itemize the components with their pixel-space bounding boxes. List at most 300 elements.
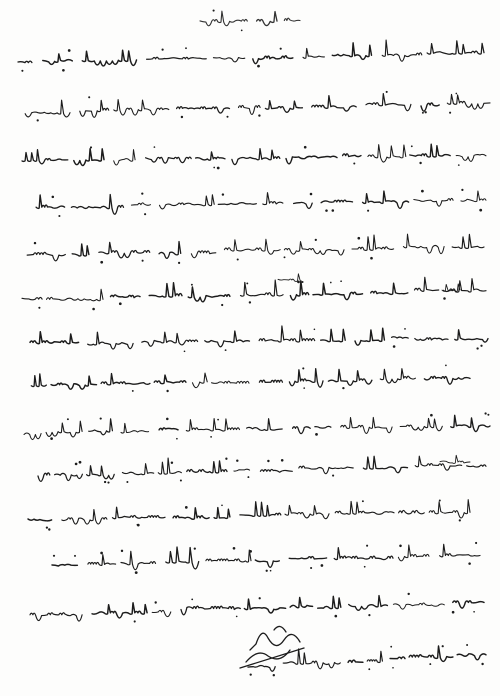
handwritten-word (239, 105, 261, 114)
handwritten-word (18, 61, 32, 63)
diacritic-dot (176, 438, 178, 440)
handwritten-word (260, 469, 292, 472)
handwritten-word (30, 613, 82, 621)
diacritic-dot (411, 145, 413, 147)
diacritic-dot (154, 146, 156, 148)
handwritten-word (166, 547, 199, 569)
handwritten-line (52, 542, 480, 574)
handwritten-word (196, 152, 225, 160)
handwritten-word (89, 419, 113, 435)
diacritic-dot (246, 282, 248, 284)
handwritten-word (461, 191, 486, 202)
handwritten-word (28, 519, 52, 521)
diacritic-dot (194, 547, 196, 549)
diacritic-dot (314, 329, 316, 331)
handwritten-word (334, 548, 393, 560)
handwritten-word (111, 295, 141, 298)
diacritic-dot (430, 414, 433, 417)
handwritten-word (146, 157, 192, 163)
diacritic-dot (421, 190, 424, 193)
handwritten-word (99, 242, 150, 258)
handwritten-word (349, 596, 388, 611)
diacritic-dot (50, 437, 53, 440)
signature-stroke (274, 626, 286, 632)
handwritten-word (457, 654, 486, 660)
diacritic-dot (443, 297, 446, 300)
diacritic-dot (221, 304, 223, 306)
diacritic-dot (386, 91, 388, 93)
diacritic-dot (366, 545, 368, 547)
diacritic-dot (185, 506, 188, 509)
diacritic-dot (480, 345, 482, 347)
handwritten-word (467, 465, 486, 467)
handwritten-word (366, 94, 411, 111)
diacritic-dot (225, 458, 227, 460)
handwritten-word (289, 557, 326, 559)
handwritten-line (38, 456, 486, 483)
diacritic-dot (191, 599, 193, 601)
diacritic-dot (79, 461, 82, 464)
handwritten-word (22, 297, 42, 299)
diacritic-dot (442, 645, 444, 647)
handwritten-word (46, 421, 82, 437)
interlinear-insertion (442, 284, 460, 291)
diacritic-dot (304, 146, 307, 149)
handwritten-word (259, 380, 282, 382)
handwritten-word (88, 555, 116, 566)
diacritic-dot (141, 192, 143, 194)
handwritten-line (30, 593, 484, 623)
handwritten-word (440, 544, 480, 557)
diacritic-dot (48, 528, 50, 530)
handwritten-word (293, 427, 311, 434)
handwritten-word (218, 203, 256, 205)
handwritten-word (303, 48, 324, 58)
diacritic-dot (473, 611, 475, 613)
diacritic-dot (53, 555, 55, 557)
handwritten-word (398, 545, 429, 561)
handwritten-word (447, 95, 490, 110)
handwritten-line (25, 91, 490, 122)
handwritten-word (30, 332, 79, 344)
handwritten-line (18, 40, 484, 72)
handwritten-word (214, 508, 230, 519)
handwritten-word (87, 466, 115, 479)
diacritic-dot (221, 504, 223, 506)
handwritten-word (380, 369, 415, 383)
diacritic-dot (58, 215, 60, 217)
handwritten-word (181, 606, 240, 615)
diacritic-dot (258, 114, 260, 116)
handwritten-word (328, 369, 372, 385)
handwritten-word (421, 103, 439, 111)
diacritic-dot (126, 481, 128, 483)
diacritic-dot (302, 367, 304, 369)
diacritic-dot (315, 433, 318, 436)
diacritic-dot (475, 542, 477, 544)
diacritic-dot (34, 242, 36, 244)
diacritic-dot (281, 459, 284, 462)
handwritten-word (147, 57, 207, 59)
diacritic-dot (74, 555, 76, 557)
diacritic-dot (134, 620, 136, 622)
diacritic-dot (100, 418, 102, 420)
handwritten-word (92, 603, 147, 618)
handwritten-word (367, 651, 382, 662)
diacritic-dot (166, 390, 168, 392)
handwritten-word (212, 381, 250, 383)
diacritic-dot (171, 461, 173, 463)
diacritic-dot (119, 302, 122, 305)
handwritten-line (200, 10, 300, 32)
handwritten-word (456, 154, 486, 161)
handwritten-word (159, 242, 181, 259)
diacritic-dot (332, 475, 334, 477)
handwritten-word (299, 466, 353, 474)
diacritic-dot (315, 239, 317, 241)
diacritic-dot (100, 552, 103, 555)
diacritic-dot (210, 436, 212, 438)
handwritten-word (154, 375, 186, 384)
diacritic-dot (213, 167, 215, 169)
handwritten-word (101, 374, 150, 385)
handwritten-word (335, 501, 394, 514)
diacritic-dot (445, 365, 447, 367)
diacritic-dot (303, 387, 305, 389)
diacritic-dot (92, 308, 95, 311)
handwritten-word (321, 329, 346, 341)
handwritten-word (343, 154, 361, 157)
handwritten-word (205, 331, 250, 347)
handwritten-word (247, 419, 283, 431)
diacritic-dot (419, 162, 421, 164)
handwritten-word (188, 287, 230, 302)
diacritic-dot (407, 593, 409, 595)
handwritten-word (399, 510, 425, 513)
handwritten-word (36, 195, 65, 208)
diacritic-dot (75, 463, 78, 466)
handwritten-line (22, 144, 486, 169)
diacritic-dot (100, 261, 103, 264)
diacritic-dot (225, 349, 227, 351)
diacritic-dot (455, 93, 457, 95)
handwritten-line (248, 644, 486, 676)
diacritic-dot (325, 209, 328, 212)
handwritten-word (121, 551, 156, 569)
handwritten-word (415, 277, 439, 291)
diacritic-dot (266, 570, 268, 572)
diacritic-dot (280, 48, 282, 50)
diacritic-dot (425, 111, 427, 113)
handwritten-word (390, 657, 405, 659)
handwritten-word (290, 598, 313, 608)
diacritic-dot (236, 616, 238, 618)
diacritic-dot (88, 96, 90, 98)
diacritic-dot (144, 213, 146, 215)
handwritten-word (152, 610, 171, 616)
handwritten-word (348, 660, 363, 662)
handwritten-word (253, 56, 293, 64)
handwritten-word (429, 500, 470, 518)
handwritten-word (24, 433, 41, 440)
handwritten-word (257, 12, 277, 26)
handwritten-word (284, 18, 300, 21)
diacritic-dot (62, 69, 65, 72)
handwritten-word (114, 150, 135, 165)
diacritic-dot (481, 663, 483, 665)
diacritic-dot (90, 146, 92, 148)
diacritic-dot (250, 673, 252, 675)
handwritten-word (363, 191, 409, 208)
diacritic-dot (479, 209, 482, 212)
diacritic-dot (368, 668, 370, 670)
diacritic-dot (452, 611, 455, 614)
handwritten-word (206, 550, 251, 562)
handwritten-word (294, 202, 313, 208)
handwritten-word (451, 415, 490, 431)
diacritic-dot (178, 262, 180, 264)
handwritten-word (363, 456, 407, 472)
diacritic-dot (422, 112, 424, 114)
diacritic-dot (180, 479, 182, 481)
diacritic-dot (458, 164, 460, 166)
diacritic-dot (332, 209, 335, 212)
diacritic-dot (249, 301, 251, 303)
handwritten-word (62, 510, 107, 525)
diacritic-dot (310, 567, 312, 569)
handwritten-word (177, 107, 230, 113)
diacritic-dot (137, 524, 140, 527)
diacritic-dot (222, 193, 224, 195)
diacritic-dot (121, 550, 123, 552)
diacritic-dot (404, 328, 406, 330)
handwritten-word (259, 326, 315, 342)
diacritic-dot (184, 350, 186, 352)
handwritten-line (30, 326, 488, 352)
handwritten-word (341, 417, 392, 433)
handwritten-word (263, 193, 283, 205)
handwritten-word (240, 502, 281, 517)
handwritten-word (409, 646, 453, 661)
diacritic-dot (439, 500, 441, 502)
diacritic-dot (273, 674, 275, 676)
handwritten-word (55, 473, 83, 480)
diacritic-dot (370, 257, 373, 260)
diacritic-dot (135, 571, 138, 574)
diacritic-dot (132, 390, 134, 392)
handwritten-word (142, 332, 198, 346)
handwritten-word (286, 156, 337, 164)
handwritten-word (71, 195, 123, 215)
diacritic-dot (166, 418, 169, 421)
diacritic-dot (191, 284, 193, 286)
handwritten-word (393, 603, 444, 609)
diacritic-dot (247, 476, 249, 478)
handwritten-word (159, 428, 178, 430)
handwritten-word (332, 43, 371, 59)
handwritten-word (186, 419, 239, 431)
diacritic-dot (340, 280, 342, 282)
diacritic-dot (257, 65, 260, 68)
handwritten-word (241, 280, 284, 296)
handwritten-line (22, 277, 486, 310)
handwritten-word (255, 560, 279, 567)
diacritic-dot (399, 545, 402, 548)
handwritten-word (113, 507, 166, 518)
handwritten-word (200, 11, 247, 26)
diacritic-dot (226, 116, 228, 118)
handwritten-word (72, 244, 89, 256)
handwritten-word (31, 374, 46, 387)
diacritic-dot (185, 47, 187, 49)
handwritten-word (52, 564, 77, 566)
handwritten-word (312, 96, 357, 111)
diacritic-dot (392, 667, 394, 669)
handwritten-word (410, 144, 450, 157)
diacritic-dot (267, 460, 269, 462)
diacritic-dot (217, 167, 220, 170)
diacritic-dot (270, 570, 272, 572)
diacritic-dot (364, 566, 366, 568)
handwritten-word (187, 461, 227, 473)
handwritten-line (27, 234, 484, 264)
handwritten-word (368, 145, 406, 162)
diacritic-dot (181, 116, 183, 118)
diacritic-dot (321, 564, 324, 567)
handwritten-word (173, 508, 209, 519)
diacritic-dot (142, 260, 144, 262)
handwritten-word (315, 426, 331, 428)
handwritten-word (74, 149, 104, 166)
handwritten-word (403, 234, 444, 253)
diacritic-dot (393, 345, 396, 348)
handwritten-word (318, 596, 341, 608)
handwritten-word (414, 198, 453, 206)
diacritic-dot (241, 30, 243, 32)
handwritten-word (265, 101, 302, 113)
diacritic-dot (162, 49, 164, 51)
diacritic-dot (466, 644, 468, 646)
handwritten-word (371, 283, 408, 294)
diacritic-dot (52, 196, 55, 199)
diacritic-dot (237, 258, 239, 260)
diacritic-dot (233, 547, 236, 550)
handwritten-word (313, 283, 363, 299)
handwritten-word (284, 242, 344, 256)
diacritic-dot (484, 412, 486, 414)
diacritic-dot (46, 526, 48, 528)
handwritten-word (25, 100, 70, 117)
diacritic-dot (301, 281, 303, 283)
diacritic-dot (213, 10, 215, 12)
handwritten-word (121, 423, 149, 433)
handwritten-word (158, 458, 181, 474)
diacritic-dot (368, 614, 370, 616)
handwritten-word (88, 332, 133, 349)
diacritic-dot (284, 256, 286, 258)
diacritic-dot (468, 562, 471, 565)
handwritten-line (28, 500, 470, 531)
diacritic-dot (357, 237, 360, 240)
diacritic-dot (21, 70, 23, 72)
handwritten-word (122, 464, 153, 475)
handwritten-word (160, 195, 215, 209)
diacritic-dot (330, 282, 332, 284)
diacritic-dot (104, 481, 106, 483)
handwritten-word (290, 281, 308, 300)
handwritten-word (131, 203, 150, 205)
diacritic-dot (476, 347, 478, 349)
handwritten-word (289, 369, 323, 388)
handwritten-word (244, 599, 285, 613)
handwritten-word (224, 239, 280, 254)
diacritic-dot (459, 519, 461, 521)
diacritic-dot (38, 307, 40, 309)
diacritic-dot (487, 414, 489, 416)
handwritten-word (285, 505, 329, 518)
handwritten-line (31, 365, 470, 393)
handwritten-word (382, 40, 422, 61)
diacritic-dot (310, 193, 313, 196)
handwritten-word (455, 330, 488, 342)
handwritten-word (47, 289, 104, 300)
diacritic-dot (367, 210, 369, 212)
handwritten-word (232, 149, 280, 165)
handwritten-word (38, 473, 50, 481)
diacritic-dot (449, 112, 451, 114)
handwritten-word (427, 41, 484, 54)
handwritten-word (415, 338, 448, 341)
signature (240, 626, 304, 668)
handwritten-word (51, 376, 96, 389)
handwritten-word (392, 337, 409, 338)
handwritten-word (452, 234, 484, 248)
handwritten-word (248, 665, 275, 671)
diacritic-dot (155, 601, 157, 603)
handwritten-word (400, 418, 442, 430)
handwritten-word (80, 100, 109, 117)
handwritten-word (82, 50, 136, 66)
handwritten-word (22, 150, 68, 164)
handwritten-word (355, 328, 384, 345)
handwritten-line (24, 412, 490, 440)
signature-stroke (250, 633, 300, 650)
handwritten-word (149, 283, 182, 297)
handwritten-word (213, 58, 244, 62)
handwritten-word (321, 200, 352, 203)
handwritten-word (234, 469, 250, 471)
interlinear-insertion (440, 455, 470, 463)
interlinear-insertion (278, 274, 300, 282)
handwritten-word (193, 373, 208, 388)
diacritic-dot (429, 663, 431, 665)
diacritic-dot (353, 162, 355, 164)
handwritten-word (453, 601, 484, 608)
diacritic-dot (259, 597, 261, 599)
signature-stroke (246, 650, 290, 662)
diacritic-dot (461, 189, 463, 191)
handwritten-word (114, 100, 169, 115)
handwritten-word (424, 376, 470, 384)
diacritic-dot (342, 387, 344, 389)
diacritic-dot (334, 615, 337, 618)
diacritic-dot (390, 646, 392, 648)
diacritic-dot (362, 500, 364, 502)
handwritten-line (36, 189, 486, 217)
diacritic-dot (37, 119, 39, 121)
diacritic-dot (236, 459, 238, 461)
handwritten-word (191, 251, 215, 258)
